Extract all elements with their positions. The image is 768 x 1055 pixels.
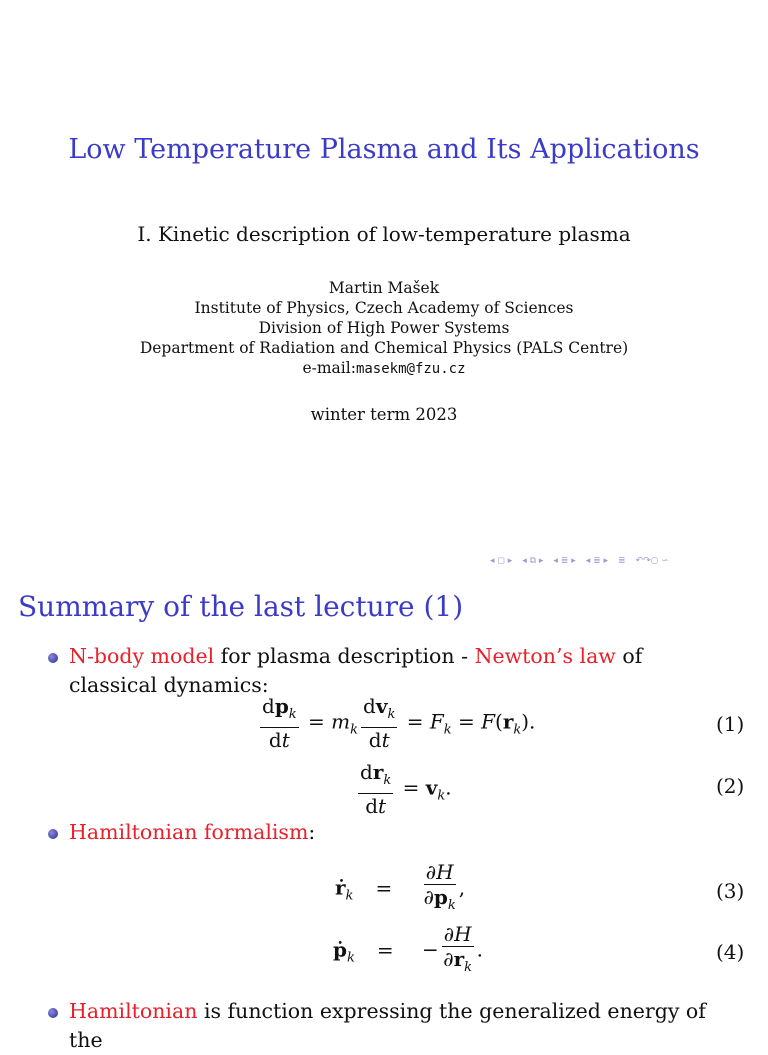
lecture-subtitle: I. Kinetic description of low-temperature plasma <box>137 222 631 246</box>
frame-title: Summary of the last lecture (1) <box>18 590 464 623</box>
email-label: e-mail: <box>302 359 356 377</box>
beamer-navigation-bar <box>490 556 669 566</box>
equation-hamilton-r: ṙ$_k$ = $\frac{\partial H}{\partial p_k}$ , <box>335 860 466 913</box>
bullet-text: for plasma description - <box>214 644 475 668</box>
term-date: winter term 2023 <box>310 405 458 424</box>
bullet-text: of classical dynamics: <box>69 644 643 697</box>
equation-number: (3) <box>716 879 745 903</box>
bullet-icon <box>48 653 58 663</box>
align-icon[interactable]: ≣ <box>618 556 626 566</box>
subsection-nav-icon[interactable]: ◂ ⧉ ▸ <box>522 556 544 566</box>
bullet-icon <box>48 829 58 839</box>
equation-velocity: $\frac{dr_k}{dt}$ = $v_k$. <box>360 760 452 818</box>
equation-number: (4) <box>716 940 745 964</box>
author-block <box>0 278 768 379</box>
author-name: Martin Mašek <box>328 279 440 297</box>
bullet-text: is function expressing the generalized energy of the <box>69 999 706 1052</box>
email-line <box>0 358 768 379</box>
equation-number: (2) <box>716 774 745 798</box>
term-hamiltonian-formalism: Hamiltonian formalism <box>69 820 309 844</box>
search-icon[interactable]: ↶↷○ ∽ <box>635 556 669 566</box>
part-nav-icon[interactable]: ◂ ≣ ▸ <box>585 556 609 566</box>
bullet-nbody <box>69 642 729 700</box>
presentation-title: Low Temperature Plasma and Its Applications <box>68 134 700 165</box>
bullet-text: : <box>308 820 316 844</box>
affiliation-division: Division of High Power Systems <box>258 319 510 337</box>
term-nbody-model: N-body model <box>69 644 215 668</box>
content-slide <box>0 576 768 1052</box>
bullet-hamiltonian <box>69 997 729 1055</box>
affiliation-institute: Institute of Physics, Czech Academy of Sciences <box>194 299 574 317</box>
equation-number: (1) <box>716 712 745 736</box>
email-address[interactable]: masekm@fzu.cz <box>355 361 466 377</box>
equation-hamilton-p: ṗ$_k$ = − $\frac{\partial H}{\partial r_k}$ . <box>333 922 483 975</box>
affiliation-department: Department of Radiation and Chemical Physics (PALS Centre) <box>139 339 629 357</box>
equation-newton-momentum: $\frac{dp_k}{dt}$ = $m_k$ $\frac{dv_k}{dt}$ = $F_k = F(r_k)$. <box>262 694 536 752</box>
bullet-hamiltonian-formalism <box>69 818 729 847</box>
frame-nav-icon[interactable]: ◂ ◻ ▸ <box>490 556 513 566</box>
term-newtons-law: Newton’s law <box>474 644 616 668</box>
term-hamiltonian: Hamiltonian <box>69 999 198 1023</box>
section-nav-icon[interactable]: ◂ ≣ ▸ <box>553 556 576 566</box>
bullet-icon <box>48 1008 58 1018</box>
